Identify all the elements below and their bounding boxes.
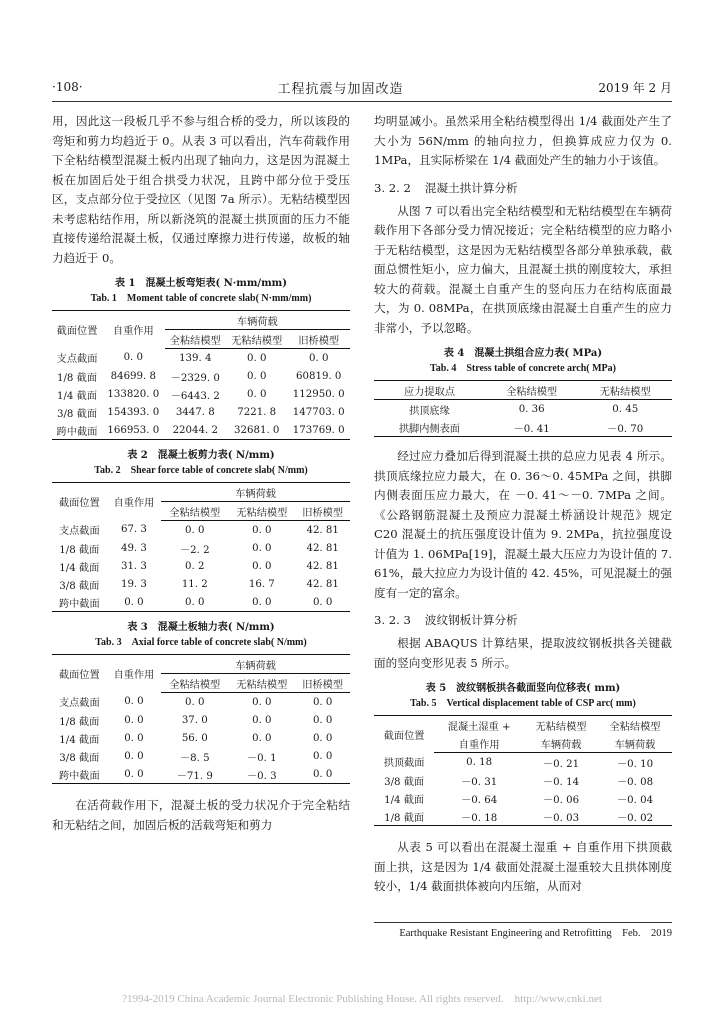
row-label: 跨中截面 — [52, 421, 102, 440]
row-label: 1/8 截面 — [374, 807, 434, 826]
row-label: 支点截面 — [58, 526, 100, 538]
footer-journal-en: Earthquake Resistant Engineering and Retrofitting Feb. 2019 — [399, 928, 672, 939]
table-shear — [52, 482, 350, 612]
table-cell: 0. 0 — [252, 542, 272, 554]
table-cell: 0. 0 — [124, 750, 144, 762]
table-row — [52, 711, 350, 729]
table-moment — [52, 310, 350, 440]
table-cell: 60819. 0 — [296, 370, 342, 382]
th-self-weight: 自重作用 — [107, 655, 162, 693]
table-cell: 0. 0 — [124, 696, 144, 708]
table-cell: 0. 0 — [107, 593, 162, 612]
table-cell: 0. 0 — [309, 352, 329, 364]
th-self-weight: 自重作用 — [434, 734, 524, 753]
table-cell: －0. 1 — [247, 752, 277, 764]
table-cell: 16. 7 — [248, 578, 275, 590]
table-cell: 42. 81 — [306, 560, 339, 572]
table-row — [52, 593, 350, 612]
table-row — [374, 753, 672, 772]
table-cell: 0. 0 — [312, 696, 333, 708]
row-label: 3/8 截面 — [384, 776, 425, 788]
row-label: 拱顶底缘 — [409, 405, 450, 417]
table-cell: 0. 0 — [124, 732, 144, 744]
table-cell: 22044. 2 — [165, 421, 226, 440]
table-cell: 0. 0 — [247, 388, 267, 400]
table-cell: 0. 0 — [312, 750, 333, 762]
table-cell: 154393. 0 — [107, 406, 160, 418]
table-cell: 0. 45 — [612, 403, 639, 415]
row-label: 跨中截面 — [52, 765, 107, 784]
th-position: 截面位置 — [374, 716, 434, 753]
table-cell: －0. 02 — [598, 807, 672, 826]
table-row — [52, 539, 350, 557]
table-cell: －0. 64 — [461, 794, 498, 806]
table-row — [52, 367, 350, 385]
row-label: 跨中截面 — [52, 593, 107, 612]
table-cell: 0. 0 — [295, 765, 350, 784]
table-csp-displacement — [374, 715, 672, 826]
table-row — [374, 418, 672, 437]
th-vehicle-load: 车辆荷载 — [524, 734, 598, 753]
row-label: 拱脚内侧表面 — [374, 418, 485, 437]
table-cell: 173769. 0 — [287, 421, 350, 440]
row-label: 1/4 截面 — [59, 562, 100, 574]
th-stress-point: 应力提取点 — [374, 381, 485, 400]
th-no-bond: 无粘结模型 — [226, 330, 287, 349]
table-cell: 31. 3 — [120, 560, 147, 572]
table-cell: －6443. 2 — [170, 390, 220, 402]
table-cell: －0. 10 — [616, 758, 654, 770]
section-number: 3. 2. 3 — [374, 613, 411, 627]
row-label: 1/8 截面 — [57, 372, 98, 384]
th-full-bond: 全粘结模型 — [161, 502, 228, 521]
header-rule — [52, 101, 672, 102]
body-paragraph: 从表 5 可以看出在混凝土湿重 + 自重作用下拱顶截面上拱，这是因为 1/4 截面处混凝土湿重较大且拱体刚度较小，1/4 截面拱体被向内压缩，从而对 — [374, 840, 672, 893]
table-cell: 0. 0 — [312, 732, 333, 744]
th-old-bridge: 旧桥模型 — [295, 674, 350, 693]
table-cell: 42. 81 — [306, 524, 339, 536]
table-cell: －0. 41 — [485, 418, 579, 437]
page-number: ·108· — [52, 80, 83, 94]
section-heading-3-2-2 — [374, 179, 672, 198]
table-cell: 0. 0 — [123, 352, 144, 364]
table-cell: －71. 9 — [161, 765, 228, 784]
table-cell: 0. 36 — [518, 403, 545, 415]
table-row — [52, 765, 350, 784]
table-cell: －0. 08 — [616, 776, 654, 788]
section-title: 波纹钢板计算分析 — [424, 613, 518, 627]
th-vehicle-load: 车辆荷载 — [598, 734, 672, 753]
table-cell: －0. 3 — [228, 765, 295, 784]
th-full-bond: 全粘结模型 — [598, 716, 672, 735]
table-cell: 166953. 0 — [102, 421, 164, 440]
table-cell: 0. 0 — [124, 714, 144, 726]
row-label: 支点截面 — [58, 698, 100, 710]
table-cell: 0. 0 — [107, 765, 162, 784]
table-cell: 67. 3 — [120, 524, 147, 536]
table-cell: 0. 0 — [228, 593, 295, 612]
table-cell: 0. 0 — [185, 696, 205, 708]
table-row — [374, 771, 672, 789]
table-cell: －0. 06 — [542, 794, 580, 806]
section-heading-3-2-3 — [374, 611, 672, 630]
body-paragraph: 经过应力叠加后得到混凝土拱的总应力见表 4 所示。拱顶底缘拉应力最大，在 0. 36～0. 45MPa 之间，拱脚内侧表面压应力最大，在 －0. 41～－0. 7MPa 之间。《公路钢筋混凝土及预应力混凝土桥涵设计规范》规定 C20 混凝土的抗压强度设计值为 9. 2MPa，抗拉强度设计值为 1. 06MPa[19]，混凝土最大压应力为设计值的 7. 61%，最大拉应力为设计值的 42. 45%，可见混凝土的强度有一定的富余。 — [374, 449, 672, 600]
th-vehicle-load: 车辆荷载 — [161, 483, 350, 502]
table-cell: －0. 03 — [524, 807, 598, 826]
table-row — [52, 557, 350, 575]
section-title: 混凝土拱计算分析 — [424, 180, 518, 195]
th-vehicle-load: 车辆荷载 — [161, 655, 350, 674]
table-row — [374, 807, 672, 826]
issue-date: 2019 年 2 月 — [598, 80, 672, 95]
table4-caption-en: Tab. 4 Stress table of concrete arch( MPa) — [430, 363, 616, 374]
th-old-bridge: 旧桥模型 — [295, 502, 350, 521]
row-label: 1/4 截面 — [57, 390, 98, 402]
right-column — [374, 112, 672, 905]
th-full-bond: 全粘结模型 — [485, 381, 579, 400]
th-old-bridge: 旧桥模型 — [287, 330, 350, 349]
table-cell: 0. 0 — [252, 560, 272, 572]
table-cell: 112950. 0 — [292, 388, 345, 400]
table-cell: 42. 81 — [306, 542, 339, 554]
th-no-bond: 无粘结模型 — [228, 502, 295, 521]
table-cell: 139. 4 — [179, 352, 212, 364]
table-cell: －0. 21 — [542, 758, 580, 770]
journal-title: 工程抗震与加固改造 — [277, 81, 404, 97]
table-cell: 0. 0 — [295, 593, 350, 612]
row-label: 1/4 截面 — [384, 794, 425, 806]
table1-caption-zh: 表 1 混凝土板弯矩表( N·mm/mm) — [115, 278, 287, 289]
row-label: 支点截面 — [56, 354, 98, 366]
row-label: 3/8 截面 — [59, 580, 100, 592]
table5-caption-zh: 表 5 波纹钢板拱各截面竖向位移表( mm) — [425, 683, 621, 694]
table3-caption-zh: 表 3 混凝土板轴力表( N/mm) — [127, 622, 275, 633]
section-number: 3. 2. 2 — [374, 180, 411, 195]
table-cell: －0. 04 — [616, 794, 654, 806]
table-cell: 0. 0 — [252, 732, 272, 744]
table-cell: －2329. 0 — [170, 372, 220, 384]
table-cell: 84699. 8 — [110, 370, 156, 382]
table-cell: 3447. 8 — [175, 406, 215, 418]
table-row — [374, 789, 672, 807]
body-paragraph: 从图 7 可以看出完全粘结模型和无粘结模型在车辆荷载作用下各部分受力情况接近；完全粘结模型的应力略小于无粘结模型，这是因为无粘结模型各部分单独承载，截面总惯性矩小，应力偏大，且混凝土拱的刚度较大，承担较大的荷载。混凝土自重产生的竖向压力在结构底面最大，为 0. 08MPa，在拱顶底缘由混凝土自重产生的应力非常小，予以忽略。 — [374, 203, 672, 335]
table-cell: 0. 0 — [247, 370, 267, 382]
th-vehicle-load: 车辆荷载 — [165, 311, 350, 330]
table-cell: 0. 0 — [161, 593, 228, 612]
table4-caption-zh: 表 4 混凝土拱组合应力表( MPa) — [443, 348, 603, 359]
table-cell: －0. 14 — [542, 776, 580, 788]
th-no-bond: 无粘结模型 — [228, 674, 295, 693]
th-position: 截面位置 — [52, 483, 107, 521]
table-row — [52, 421, 350, 440]
table-cell: 32681. 0 — [226, 421, 287, 440]
table-cell: －0. 70 — [578, 418, 672, 437]
table-cell: 0. 0 — [312, 714, 333, 726]
row-label: 3/8 截面 — [59, 752, 100, 764]
table-row — [52, 729, 350, 747]
table-cell: 7221. 8 — [237, 406, 277, 418]
th-no-bond: 无粘结模型 — [578, 381, 672, 400]
table-cell: 56. 0 — [181, 732, 208, 744]
left-column — [52, 112, 350, 843]
th-self-weight: 自重作用 — [107, 483, 162, 521]
table-cell: 0. 0 — [252, 524, 272, 536]
copyright-notice: ?1994-2019 China Academic Journal Electronic Publishing House. All rights reserved. http://www.cnki.net — [122, 993, 602, 1005]
table5-caption-en: Tab. 5 Vertical displacement table of CSP arc( mm) — [410, 698, 636, 709]
th-position: 截面位置 — [52, 655, 107, 693]
table-cell: －8. 5 — [179, 752, 210, 764]
body-paragraph: 均明显减小。虽然采用全粘结模型得出 1/4 截面处产生了大小为 56N/mm 的轴向拉力，但换算成应力仅为 0. 1MPa，且实际桥梁在 1/4 截面处产生的轴力小于该值。 — [374, 114, 672, 167]
row-label: 1/8 截面 — [59, 544, 100, 556]
table-cell: 0. 0 — [252, 714, 272, 726]
body-paragraph: 用，因此这一段板几乎不参与组合桥的受力，所以该段的弯矩和剪力均趋近于 0。从表 3 可以看出，汽车荷载作用下全粘结模型混凝土板内出现了轴向力，这是因为混凝土板在加固后处于组合拱受力状况，且跨中部分位于受压区，支点部分位于受拉区（见图 7a 所示）。无粘结模型因未考虑粘结作用，所以新浇筑的混凝土拱顶面的压力不能直接传递给混凝土板，仅通过摩擦力进行传递，故板的轴力趋近于 0。 — [52, 114, 350, 265]
table-row — [52, 521, 350, 540]
th-no-bond: 无粘结模型 — [524, 716, 598, 735]
table-cell: 49. 3 — [120, 542, 147, 554]
table-cell: 0. 2 — [185, 560, 205, 572]
table-cell: 11. 2 — [181, 578, 208, 590]
body-paragraph: 根据 ABAQUS 计算结果，提取波纹钢板拱各关键截面的竖向变形见表 5 所示。 — [374, 636, 672, 670]
row-label: 1/4 截面 — [59, 734, 100, 746]
table-cell: 0. 0 — [185, 524, 205, 536]
table-cell: 147703. 0 — [292, 406, 345, 418]
th-self-weight: 自重作用 — [102, 311, 164, 349]
table-row — [374, 400, 672, 419]
table-cell: 19. 3 — [120, 578, 147, 590]
table-cell: －0. 31 — [461, 776, 498, 788]
table3-caption-en: Tab. 3 Axial force table of concrete slab( N/mm) — [95, 637, 307, 648]
body-paragraph: 在活荷载作用下，混凝土板的受力状况介于完全粘结和无粘结之间，加固后板的活载弯矩和剪力 — [52, 798, 350, 832]
table-cell: －2. 2 — [179, 544, 210, 556]
table-cell: 37. 0 — [181, 714, 208, 726]
table-cell: 42. 81 — [306, 578, 339, 590]
table-cell: 0. 0 — [247, 352, 267, 364]
row-label: 1/8 截面 — [59, 716, 100, 728]
th-wet-weight: 混凝土湿重 + — [434, 716, 524, 735]
row-label: 拱顶截面 — [383, 758, 425, 770]
th-full-bond: 全粘结模型 — [165, 330, 226, 349]
footer-rule — [374, 922, 672, 923]
table-row — [52, 575, 350, 593]
table-row — [52, 747, 350, 765]
table-row — [52, 403, 350, 421]
table-cell: －0. 18 — [434, 807, 524, 826]
table1-caption-en: Tab. 1 Moment table of concrete slab( N·mm/mm) — [90, 293, 312, 304]
th-position: 截面位置 — [52, 311, 102, 349]
table-cell: 0. 18 — [466, 756, 493, 768]
table-row — [52, 385, 350, 403]
table2-caption-en: Tab. 2 Shear force table of concrete slab( N/mm) — [94, 465, 308, 476]
table-row — [52, 349, 350, 368]
table-arch-stress — [374, 380, 672, 437]
th-full-bond: 全粘结模型 — [161, 674, 228, 693]
table-cell: 0. 0 — [252, 696, 272, 708]
table-row — [52, 693, 350, 712]
table-axial — [52, 654, 350, 784]
table-cell: 133820. 0 — [107, 388, 160, 400]
row-label: 3/8 截面 — [57, 408, 98, 420]
page-header — [52, 76, 672, 98]
table2-caption-zh: 表 2 混凝土板剪力表( N/mm) — [127, 450, 275, 461]
